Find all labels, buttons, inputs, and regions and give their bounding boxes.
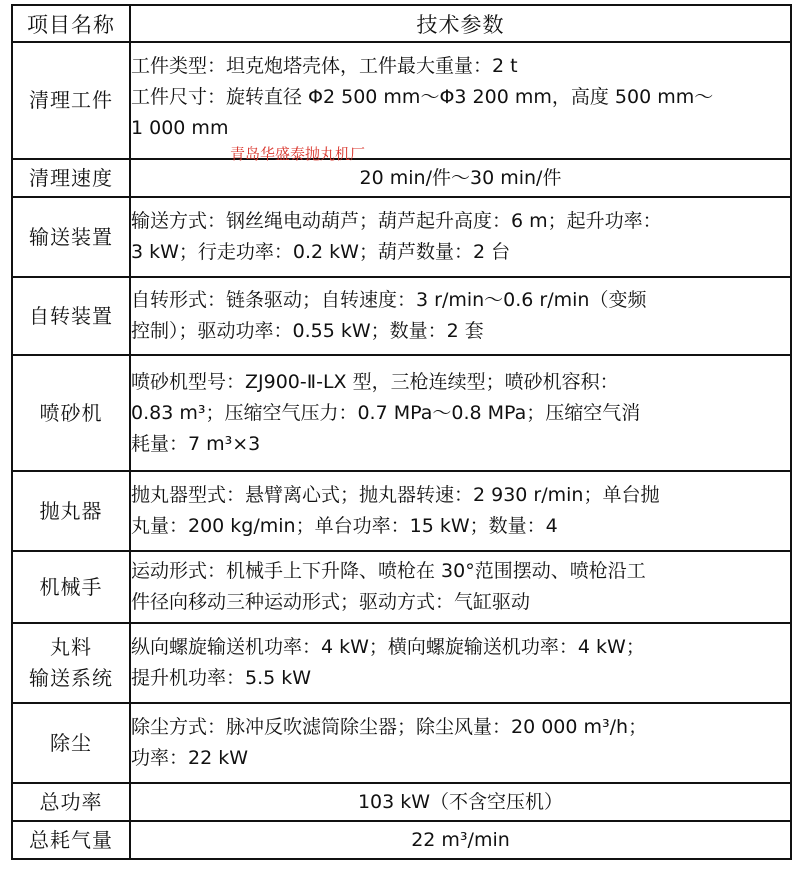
row-item-label: 输送装置 [12, 197, 130, 277]
row-item-label: 机械手 [12, 551, 130, 623]
table-row [12, 159, 791, 197]
table-row [12, 277, 791, 355]
row-params: 自转形式：链条驱动；自转速度：3 r/min～0.6 r/min（变频 控制）；驱动功率：0.55 kW；数量：2 套 [130, 277, 791, 355]
table-row [12, 783, 791, 821]
row-item-label: 清理工件 [12, 42, 130, 159]
table-row [12, 197, 791, 277]
table-row [12, 551, 791, 623]
table-row [12, 821, 791, 859]
row-item-label: 丸料 输送系统 [12, 623, 130, 703]
row-params: 抛丸器型式：悬臂离心式；抛丸器转速：2 930 r/min；单台抛 丸量：200 kg/min；单台功率：15 kW；数量：4 [130, 471, 791, 551]
row-item-label: 总功率 [12, 783, 130, 821]
row-item-label: 总耗气量 [12, 821, 130, 859]
row-params: 喷砂机型号：ZJ900-Ⅱ-LX 型，三枪连续型；喷砂机容积： 0.83 m³；压缩空气压力：0.7 MPa～0.8 MPa；压缩空气消 耗量：7 m³×3 [130, 355, 791, 471]
row-item-label: 抛丸器 [12, 471, 130, 551]
header-technical-params: 技术参数 [130, 5, 791, 42]
table-header-row [12, 5, 791, 42]
row-params: 22 m³/min [130, 821, 791, 859]
row-params: 运动形式：机械手上下升降、喷枪在 30°范围摆动、喷枪沿工 件径向移动三种运动形式；驱动方式：气缸驱动 [130, 551, 791, 623]
row-item-label: 除尘 [12, 703, 130, 783]
header-item-name: 项目名称 [12, 5, 130, 42]
row-params: 工件类型：坦克炮塔壳体，工件最大重量：2 t 工件尺寸：旋转直径 Φ2 500 mm～Φ3 200 mm，高度 500 mm～ 1 000 mm [130, 42, 791, 159]
table-row [12, 623, 791, 703]
row-params: 除尘方式：脉冲反吹滤筒除尘器；除尘风量：20 000 m³/h； 功率：22 kW [130, 703, 791, 783]
row-params: 输送方式：钢丝绳电动葫芦；葫芦起升高度：6 m；起升功率： 3 kW；行走功率：0.2 kW；葫芦数量：2 台 [130, 197, 791, 277]
table-row [12, 471, 791, 551]
table-row [12, 42, 791, 159]
watermark-text: 青岛华盛泰抛丸机厂 [230, 145, 366, 163]
row-params: 纵向螺旋输送机功率：4 kW；横向螺旋输送机功率：4 kW； 提升机功率：5.5 kW [130, 623, 791, 703]
table-row [12, 355, 791, 471]
row-item-label: 喷砂机 [12, 355, 130, 471]
row-item-label: 自转装置 [12, 277, 130, 355]
row-params: 20 min/件～30 min/件 [130, 159, 791, 197]
technical-parameters-table [11, 4, 792, 860]
table-row [12, 703, 791, 783]
row-item-label: 清理速度 [12, 159, 130, 197]
row-params: 103 kW（不含空压机） [130, 783, 791, 821]
